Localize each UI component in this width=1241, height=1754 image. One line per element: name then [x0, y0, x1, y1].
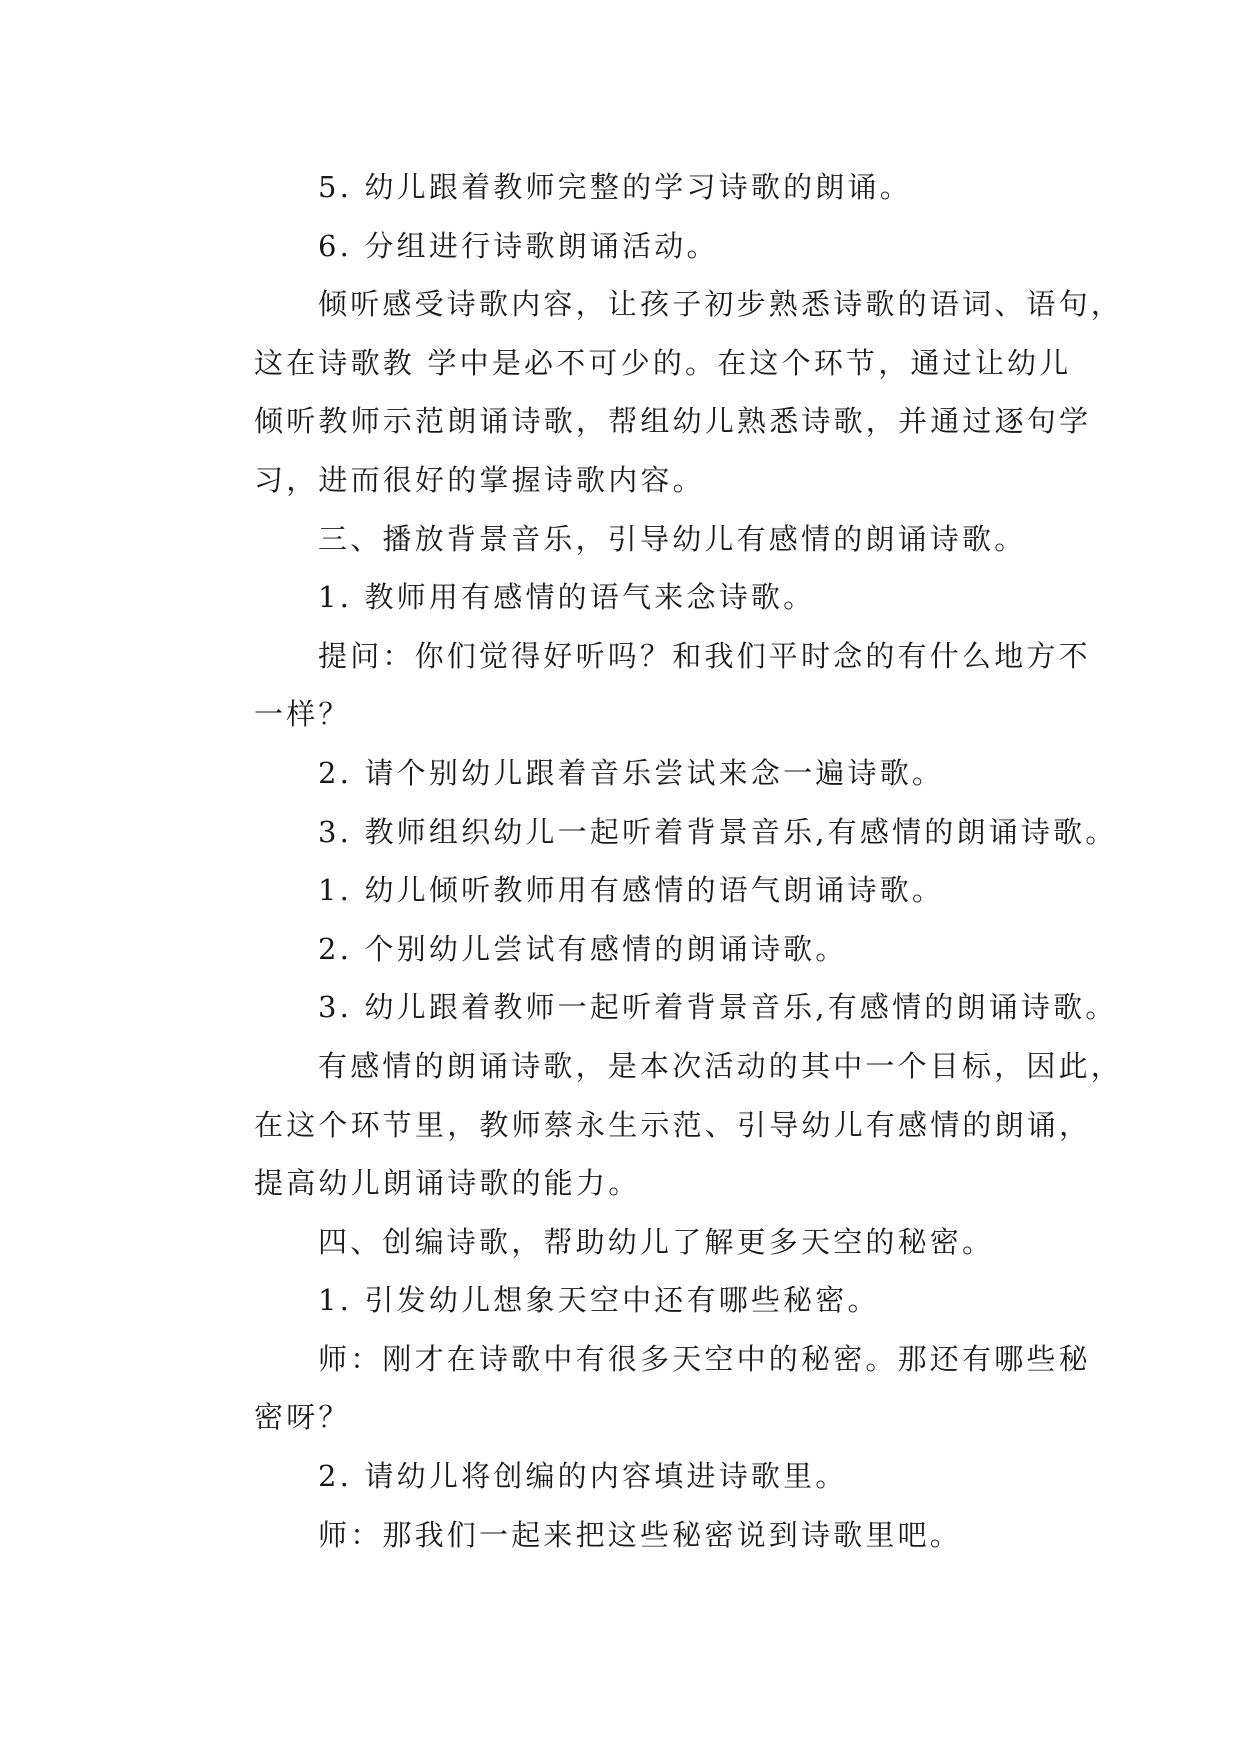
text-line: 6. 分组进行诗歌朗诵活动。: [318, 228, 719, 263]
text-line: 1. 幼儿倾听教师用有感情的语气朗诵诗歌。: [318, 873, 945, 908]
text-line: 有感情的朗诵诗歌，是本次活动的其中一个目标，因此，: [318, 1048, 1124, 1083]
paragraph: [190, 1330, 1091, 1447]
text-line: 在这个环节里，教师蔡永生示范、引导幼儿有感情的朗诵，: [254, 1107, 1092, 1142]
paragraph: [190, 920, 1060, 979]
text-line: 师：那我们一起来把这些秘密说到诗歌里吧。: [318, 1517, 963, 1552]
paragraph: [190, 978, 1118, 1037]
text-line: 这在诗歌教 学中是必不可少的。在这个环节，通过让幼儿: [254, 345, 1072, 380]
text-line: 密呀？: [254, 1400, 351, 1435]
text-line: 1. 引发幼儿想象天空中还有哪些秘密。: [318, 1283, 880, 1318]
paragraph: [190, 627, 1091, 744]
document-body: [190, 158, 1124, 1564]
text-line: 提问：你们觉得好听吗？和我们平时念的有什么地方不: [318, 638, 1091, 673]
paragraph: [190, 861, 1060, 920]
text-line: 2. 请幼儿将创编的内容填进诗歌里。: [318, 1459, 848, 1494]
text-line: 3. 教师组织幼儿一起听着背景音乐,有感情的朗诵诗歌。: [318, 814, 1118, 849]
text-line: 习，进而很好的掌握诗歌内容。: [254, 462, 705, 497]
text-line: 2. 个别幼儿尝试有感情的朗诵诗歌。: [318, 931, 848, 966]
text-line: 三、播放背景音乐，引导幼儿有感情的朗诵诗歌。: [318, 521, 1027, 556]
paragraph: [190, 217, 1060, 276]
paragraph: [190, 744, 1060, 803]
text-line: 1. 教师用有感情的语气来念诗歌。: [318, 580, 816, 615]
text-line: 一样？: [254, 697, 351, 732]
paragraph: [190, 158, 1060, 217]
text-line: 四、创编诗歌，帮助幼儿了解更多天空的秘密。: [318, 1224, 995, 1259]
paragraph: [190, 1037, 1124, 1213]
paragraph: [190, 803, 1118, 862]
section-heading: [190, 510, 1060, 569]
paragraph: [190, 1506, 1060, 1565]
section-heading: [190, 1213, 1060, 1272]
text-line: 师：刚才在诗歌中有很多天空中的秘密。那还有哪些秘: [318, 1341, 1091, 1376]
text-line: 提高幼儿朗诵诗歌的能力。: [254, 1166, 641, 1201]
paragraph: [190, 275, 1124, 509]
paragraph: [190, 1447, 1060, 1506]
text-line: 5. 幼儿跟着教师完整的学习诗歌的朗诵。: [318, 170, 912, 204]
text-line: 倾听感受诗歌内容，让孩子初步熟悉诗歌的语词、语句，: [318, 287, 1124, 322]
text-line: 2. 请个别幼儿跟着音乐尝试来念一遍诗歌。: [318, 755, 945, 790]
text-line: 3. 幼儿跟着教师一起听着背景音乐,有感情的朗诵诗歌。: [318, 990, 1118, 1025]
paragraph: [190, 1271, 1060, 1330]
paragraph: [190, 568, 1060, 627]
text-line: 倾听教师示范朗诵诗歌，帮组幼儿熟悉诗歌，并通过逐句学: [254, 404, 1092, 439]
